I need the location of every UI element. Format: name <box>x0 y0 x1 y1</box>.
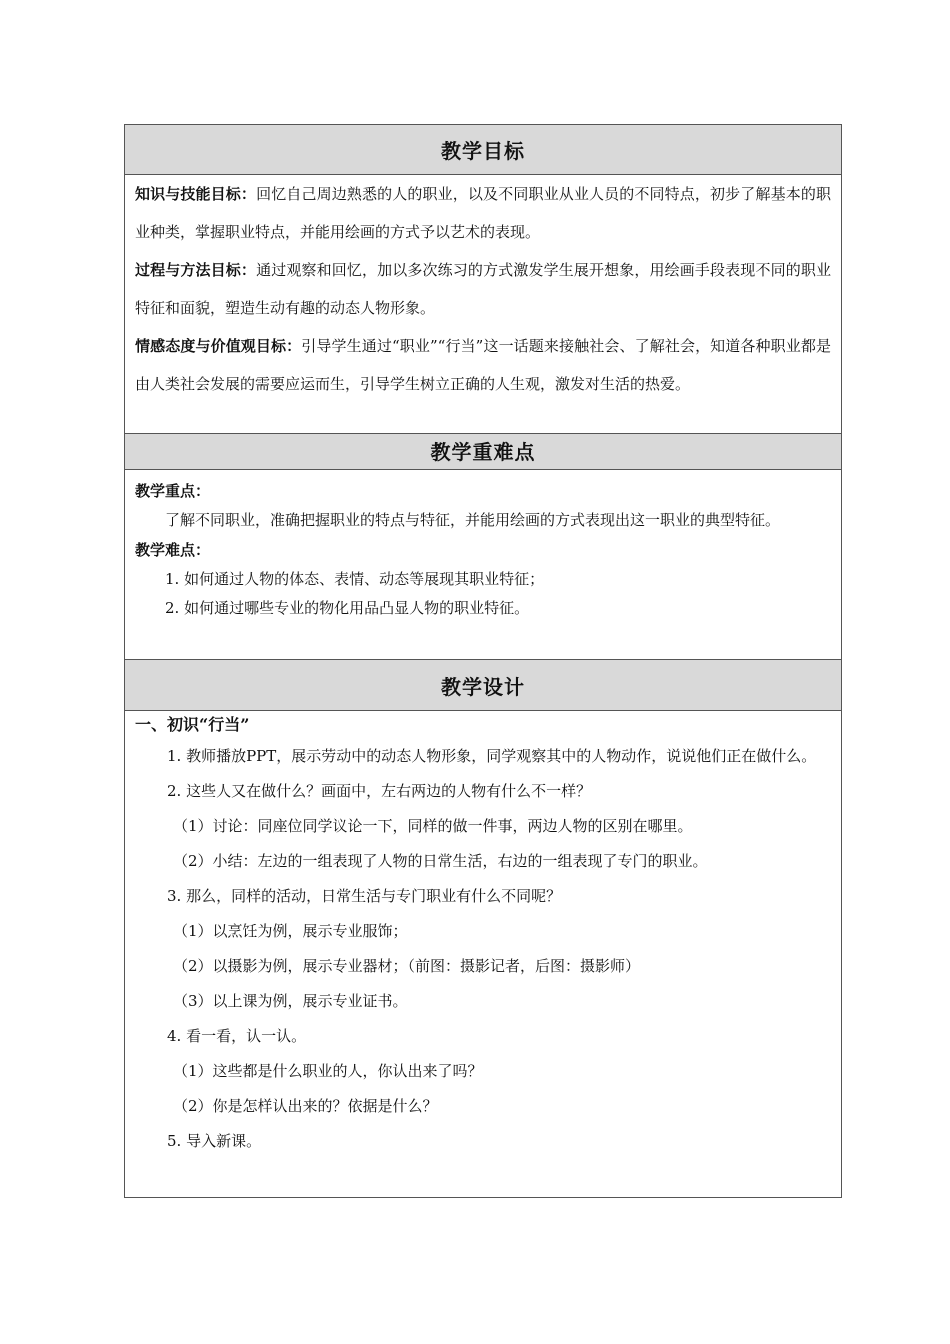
design-substep: （1）讨论：同座位同学议论一下，同样的做一件事，两边人物的区别在哪里。 <box>173 817 693 835</box>
objectives-title: 教学目标 <box>441 139 525 163</box>
objective-text: 通过观察和回忆，加以多次练习的方式激发学生展开想象，用绘画手段表现不同的职业特征和面貌，塑造生动有趣的动态人物形象。 <box>135 261 831 317</box>
design-substep: （3）以上课为例，展示专业证书。 <box>173 992 408 1010</box>
difficulty-label: 教学难点： <box>135 541 211 559</box>
key-points-body <box>125 470 841 660</box>
objective-label: 过程与方法目标： <box>135 261 257 279</box>
focus-label: 教学重点： <box>135 482 211 500</box>
objective-label: 知识与技能目标： <box>135 185 257 203</box>
design-step: 5. 导入新课。 <box>167 1132 262 1150</box>
design-step: 2. 这些人又在做什么？画面中，左右两边的人物有什么不一样？ <box>167 782 592 800</box>
design-substep: （2）以摄影为例，展示专业器材；（前图：摄影记者，后图：摄影师） <box>173 957 641 975</box>
key-points-title: 教学重难点 <box>430 440 536 464</box>
lesson-plan-table <box>124 124 842 1198</box>
key-points-header <box>125 434 841 470</box>
design-step: 3. 那么，同样的活动，日常生活与专门职业有什么不同呢？ <box>167 887 562 905</box>
objectives-header <box>125 125 841 175</box>
difficulty-item: 2. 如何通过哪些专业的物化用品凸显人物的职业特征。 <box>165 599 530 617</box>
design-substep: （1）这些都是什么职业的人，你认出来了吗？ <box>173 1062 483 1080</box>
objective-process <box>135 251 831 327</box>
design-step: 1. 教师播放PPT，展示劳动中的动态人物形象，同学观察其中的人物动作，说说他们正在做什么。 <box>167 747 817 765</box>
design-part-title: 一、初识“行当” <box>135 715 250 734</box>
design-substep: （2）小结：左边的一组表现了人物的日常生活，右边的一组表现了专门的职业。 <box>173 852 708 870</box>
design-header <box>125 660 841 711</box>
objective-text: 回忆自己周边熟悉的人的职业，以及不同职业从业人员的不同特点，初步了解基本的职业种类，掌握职业特点，并能用绘画的方式予以艺术的表现。 <box>135 185 831 241</box>
difficulty-item: 1. 如何通过人物的体态、表情、动态等展现其职业特征； <box>165 570 545 588</box>
objective-text: 引导学生通过“职业”“行当”这一话题来接触社会、了解社会，知道各种职业都是由人类社会发展的需要应运而生，引导学生树立正确的人生观，激发对生活的热爱。 <box>135 337 831 393</box>
design-step: 4. 看一看，认一认。 <box>167 1027 307 1045</box>
objective-label: 情感态度与价值观目标： <box>135 337 302 355</box>
design-lines <box>135 739 831 1159</box>
objective-emotion <box>135 327 831 403</box>
focus-text: 了解不同职业，准确把握职业的特点与特征，并能用绘画的方式表现出这一职业的典型特征。 <box>165 511 781 529</box>
design-substep: （2）你是怎样认出来的？依据是什么？ <box>173 1097 438 1115</box>
design-substep: （1）以烹饪为例，展示专业服饰； <box>173 922 408 940</box>
objectives-body <box>125 175 841 434</box>
design-title: 教学设计 <box>441 675 525 699</box>
objective-knowledge <box>135 175 831 251</box>
design-body <box>125 711 841 1197</box>
